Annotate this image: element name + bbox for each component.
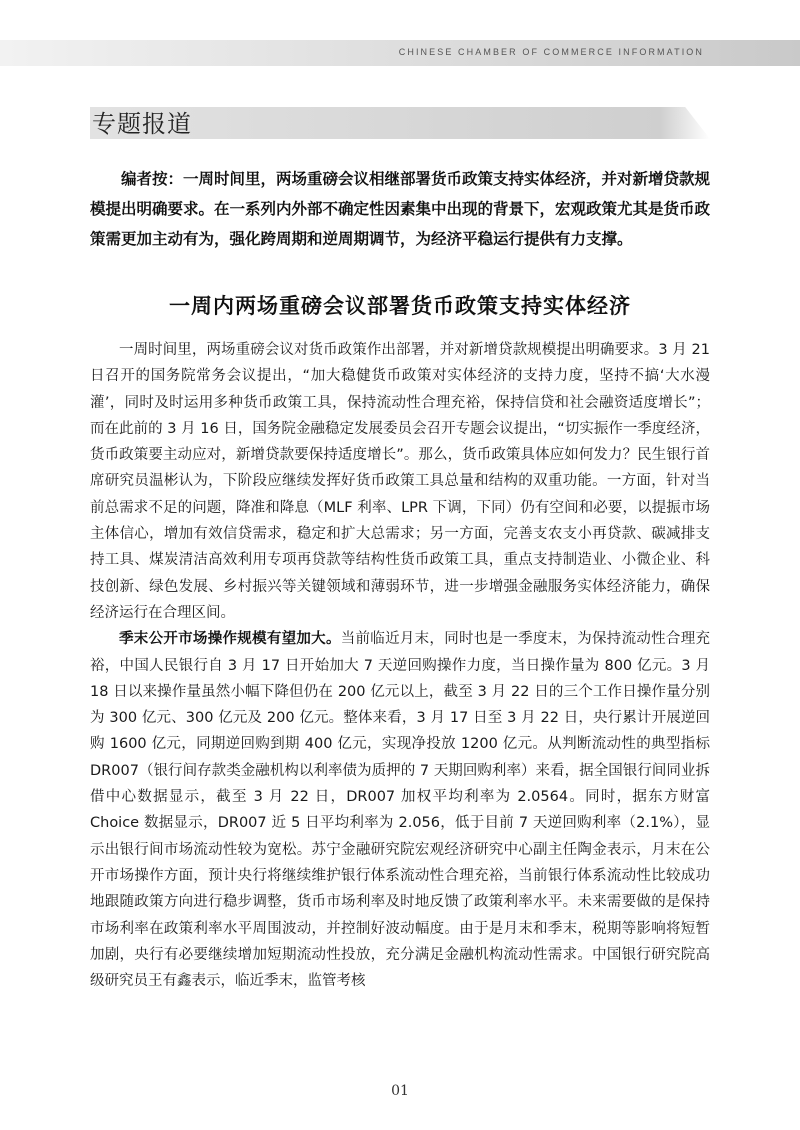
page-number: 01 [391, 1083, 409, 1099]
paragraph-lead: 季末公开市场操作规模有望加大。 [119, 631, 341, 648]
editor-note: 编者按：一周时间里，两场重磅会议相继部署货币政策支持实体经济，并对新增贷款规模提出明确要求。在一系列内外部不确定性因素集中出现的背景下，宏观政策尤其是货币政策需更加主动有为，强化跨周期和逆周期调节，为经济平稳运行提供有力支撑。 [90, 170, 711, 248]
article-title: 一周内两场重磅会议部署货币政策支持实体经济 [169, 294, 631, 318]
header-band [0, 40, 800, 66]
header-band-text: CHINESE CHAMBER OF COMMERCE INFORMATION [398, 47, 704, 57]
article-body [90, 337, 710, 994]
paragraph-body: 当前临近月末，同时也是一季度末，为保持流动性合理充裕，中国人民银行自 3 月 17 日开始加大 7 天逆回购操作力度，当日操作量为 800 亿元。3 月 18 日以来操作量虽然小幅下降但仍在 200 亿元以上，截至 3 月 22 日的三个工作日操作量分别为 300 亿元、300 亿元及 200 亿元。整体来看，3 月 17 日至 3 月 22 日，央行累计开展逆回购 1600 亿元，同期逆回购到期 400 亿元，实现净投放 1200 亿元。从判断流动性的典型指标 DR007（银行间存款类金融机构以利率债为质押的 7 天期回购利率）来看，据全国银行间同业拆借中心数据显示，截至 3 月 22 日，DR007 加权平均利率为 2.0564。同时，据东方财富 Choice 数据显示，DR007 近 5 日平均利率为 2.056，低于目前 7 天逆回购利率（2.1%），显示出银行间市场流动性较为宽松。苏宁金融研究院宏观经济研究中心副主任陶金表示，月末在公开市场操作方面，预计央行将继续维护银行体系流动性合理充裕，当前银行体系流动性比较成功地跟随政策方向进行稳步调整，货币市场利率及时地反馈了政策利率水平。未来需要做的是保持市场利率在政策利率水平周围波动，并控制好波动幅度。由于是月末和季末，税期等影响将短暂加剧，央行有必要继续增加短期流动性投放，充分满足金融机构流动性需求。中国银行研究院高级研究员王有鑫表示，临近季末，监管考核 [90, 631, 711, 990]
section-title: 专题报道 [92, 110, 192, 138]
article-paragraph: 一周时间里，两场重磅会议对货币政策作出部署，并对新增贷款规模提出明确要求。3 月 21 日召开的国务院常务会议提出，“加大稳健货币政策对实体经济的支持力度，坚持不搞‘大水漫灌’，同时及时运用多种货币政策工具，保持流动性合理充裕，保持信贷和社会融资适度增长”；而在此前的 3 月 16 日，国务院金融稳定发展委员会召开专题会议提出，“切实振作一季度经济，货币政策要主动应对，新增贷款要保持适度增长”。那么，货币政策具体应如何发力？民生银行首席研究员温彬认为，下阶段应继续发挥好货币政策工具总量和结构的双重功能。一方面，针对当前总需求不足的问题，降准和降息（MLF 利率、LPR 下调，下同）仍有空间和必要，以提振市场主体信心，增加有效信贷需求，稳定和扩大总需求；另一方面，完善支农支小再贷款、碳减排支持工具、煤炭清洁高效利用专项再贷款等结构性货币政策工具，重点支持制造业、小微企业、科技创新、绿色发展、乡村振兴等关键领域和薄弱环节，进一步增强金融服务实体经济能力，确保经济运行在合理区间。 [90, 342, 710, 621]
article-paragraph [90, 626, 710, 994]
